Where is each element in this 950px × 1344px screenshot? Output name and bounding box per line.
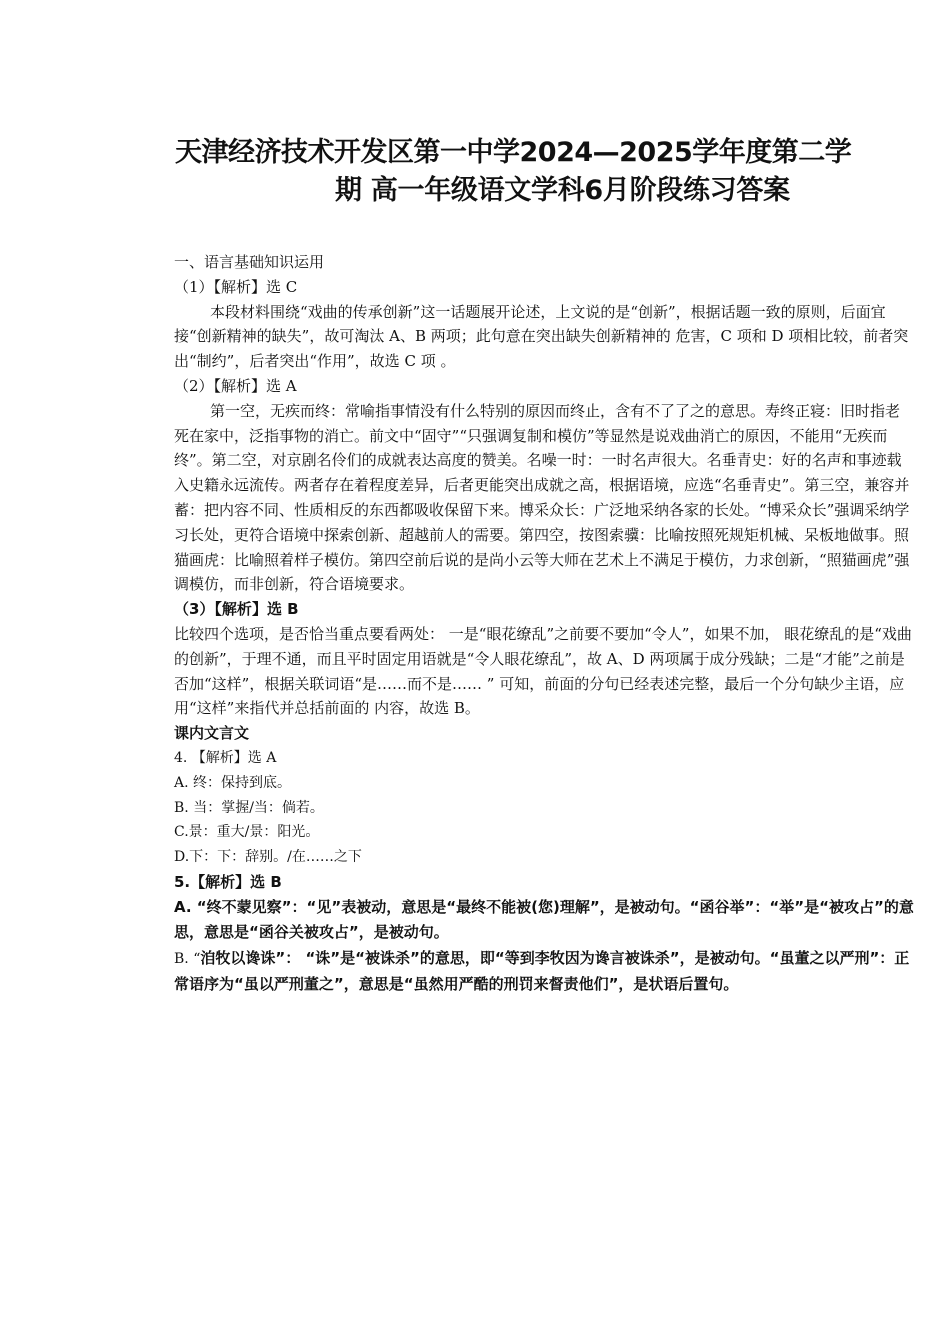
question-5-option-a: A. “终不蒙见察”：“见”表被动，意思是“最终不能被(您)理解”，是被动句。“函谷举”：“举”是“被攻占”的意思，意思是“函谷关被攻占”，是被动句。	[174, 897, 914, 941]
question-2-label: （2）【解析】选 A	[174, 376, 297, 395]
question-5-option-b	[174, 946, 914, 997]
question-2-explanation: 第一空，无疾而终：常喻指事情没有什么特别的原因而终止，含有不了了之的意思。寿终正寝：旧时指老死在家中，泛指事物的消亡。前文中“固守”“只强调复制和模仿”等显然是说戏曲消亡的原因，不能用“无疾而终”。第二空，对京剧名伶们的成就表达高度的赞美。名噪一时：一时名声很大。名垂青史：好的名声和事迹载入史籍永远流传。两者存在着程度差异，后者更能突出成就之高，根据语境，应选“名垂青史”。第三空，兼容并蓄：把内容不同、性质相反的东西都吸收保留下来。博采众长：广泛地采纳各家的长处。“博采众长”强调采纳学习长处，更符合语境中探索创新、超越前人的需要。第四空，按图索骥：比喻按照死规矩机械、呆板地做事。照猫画虎：比喻照着样子模仿。第四空前后说的是尚小云等大师在艺术上不满足于模仿，力求创新，“照猫画虎”强调模仿，而非创新，符合语境要求。	[174, 401, 910, 594]
question-4-option-c: C.景：重大/景：阳光。	[174, 824, 320, 841]
section-heading-language: 一、语言基础知识运用	[174, 253, 325, 271]
question-5-option-b-prefix: B. “	[174, 951, 201, 968]
question-1-label: （1）【解析】选 C	[174, 277, 298, 296]
section-heading-classical: 课内文言文	[174, 724, 250, 743]
question-3-explanation: 比较四个选项，是否恰当重点要看两处： 一是“眼花缭乱”之前要不要加“令人”，如果不加， 眼花缭乱的是“戏曲的创新”，于理不通，而且平时固定用语就是“令人眼花缭乱”，故 A、D 两项属于成分残缺；二是“才能”之前是否加“这样”，根据关联词语“是……而不是…… ” 可知，前面的分句已经表述完整，最后一个分句缺少主语，应用“这样”来指代并总括前面的 内容，故选 B。	[174, 624, 912, 718]
title-line-1: 天津经济技术开发区第一中学2024—2025学年度第二学	[175, 137, 852, 168]
document-body	[174, 250, 914, 997]
question-5-option-b-text: 洎牧以谗诛”： “诛”是“被诛杀”的意思，即“等到李牧因为谗言被诛杀”，是被动句。“虽董之以严刑”：正常语序为“虽以严刑董之”，意思是“虽然用严酷的刑罚来督责他们”，是状语后置句。	[174, 949, 910, 994]
title-line-2: 期 高一年级语文学科6月阶段练习答案	[335, 175, 790, 206]
question-5-label: 5.【解析】选 B	[174, 872, 282, 891]
question-4-option-b: B. 当：掌握/当：倘若。	[174, 799, 324, 816]
document-title	[150, 134, 900, 210]
question-4-label: 4. 【解析】选 A	[174, 749, 277, 766]
question-4-option-d: D.下：下：辞别。/在……之下	[174, 849, 362, 866]
question-1-explanation: 本段材料围绕“戏曲的传承创新”这一话题展开论述，上文说的是“创新”，根据话题一致的原则，后面宜接“创新精神的缺失”，故可淘汰 A、B 两项；此句意在突出缺失创新精神的 危害，C 项和 D 项相比较，前者突出“制约”，后者突出“作用”，故选 C 项 。	[174, 302, 909, 371]
question-3-label: （3）【解析】选 B	[174, 600, 299, 619]
question-4-option-a: A. 终：保持到底。	[174, 774, 292, 791]
